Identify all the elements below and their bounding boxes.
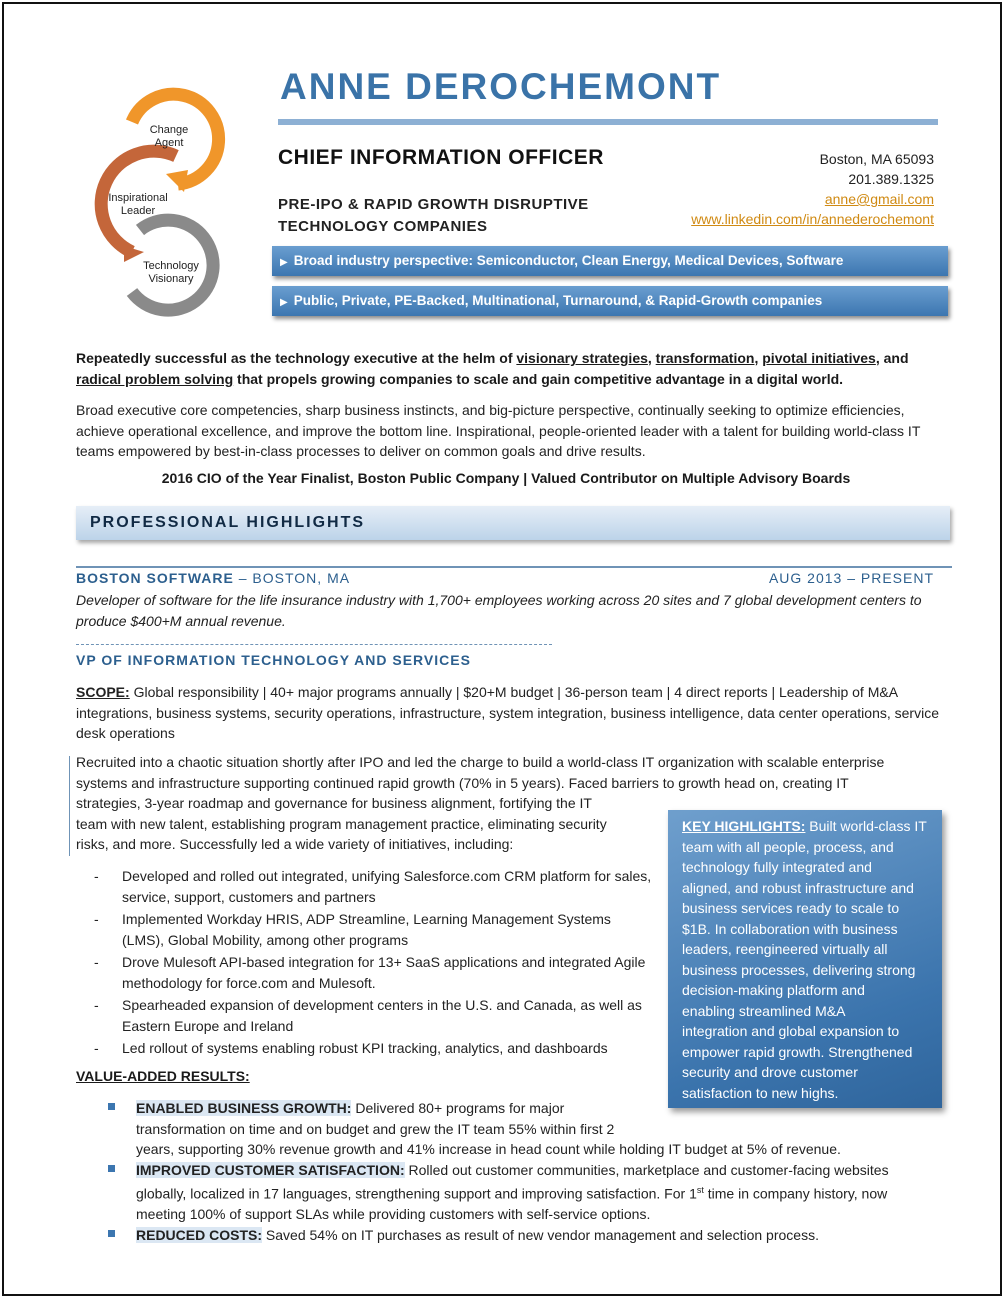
results-list	[104, 1098, 944, 1245]
company-description: Developer of software for the life insurance industry with 1,700+ employees working across 20 sites and 7 global development centers to produce $400+M annual revenue.	[76, 592, 922, 629]
job-title: CHIEF INFORMATION OFFICER	[278, 146, 604, 169]
ring-label-change-agent: Change Agent	[149, 124, 189, 149]
candidate-name: ANNE DEROCHEMONT	[280, 66, 722, 107]
list-item: - Spearheaded expansion of development centers in the U.S. and Canada, as well as Eastern Europe and Ireland	[94, 997, 642, 1034]
company-type-banner: ▶ Public, Private, PE-Backed, Multinational, Turnaround, & Rapid-Growth companies	[272, 286, 948, 316]
position-title: VP OF INFORMATION TECHNOLOGY AND SERVICES	[76, 652, 471, 668]
initiatives-list	[92, 866, 652, 1060]
dashed-divider	[76, 644, 552, 645]
section-header-professional-highlights: PROFESSIONAL HIGHLIGHTS	[76, 506, 950, 540]
result-item: IMPROVED CUSTOMER SATISFACTION: Rolled out customer communities, marketplace and customer-facing websites globally, localized in 17 languages, strengthening support and improving satisfaction. For 1st time in company history, now meeting 100% of support SLAs while providing customers with self-service options.	[104, 1160, 944, 1225]
contact-phone: 201.389.1325	[848, 171, 934, 187]
scope-paragraph: SCOPE: Global responsibility | 40+ major programs annually | $20+M budget | 36-person team | 4 direct reports | Leadership of M&A integrations, business systems, security operations, infrastructure, system integration, business intelligence, data center operations, service desk operations	[76, 684, 939, 741]
name-underline	[278, 119, 938, 125]
contact-email-link[interactable]: anne@gmail.com	[824, 191, 934, 207]
summary-headline: Repeatedly successful as the technology executive at the helm of visionary strategies, transformation, pivotal initiatives, and radical problem solving that propels growing companies to scale and gain competitive advantage in a digital world.	[76, 350, 909, 387]
brand-rings-graphic	[80, 82, 230, 332]
paragraph-accent-line	[69, 756, 70, 856]
square-bullet-icon	[108, 1103, 115, 1110]
list-item: - Drove Mulesoft API-based integration for 13+ SaaS applications and integrated Agile methodology for force.com and Mulesoft.	[94, 954, 646, 991]
list-item: - Implemented Workday HRIS, ADP Streamline, Learning Management Systems (LMS), Global Mobility, among other programs	[94, 911, 611, 948]
section-divider	[76, 566, 952, 568]
ring-label-technology-visionary: Technology Visionary	[143, 260, 199, 285]
ring-label-inspirational-leader: Inspirational Leader	[108, 192, 168, 217]
industry-banner: ▶ Broad industry perspective: Semiconductor, Clean Energy, Medical Devices, Software	[272, 246, 948, 276]
square-bullet-icon	[108, 1165, 115, 1172]
company-name: BOSTON SOFTWARE – BOSTON, MA	[76, 570, 351, 586]
square-bullet-icon	[108, 1230, 115, 1237]
list-item: - Led rollout of systems enabling robust KPI tracking, analytics, and dashboards	[94, 1040, 608, 1056]
role-narrative: Recruited into a chaotic situation shortly after IPO and led the charge to build a world-class IT organization with scalable enterprise systems and infrastructure supporting continued rapid growth (70% in 5 years). Faced barriers to growth head on, creating IT strategies, 3-year roadmap and governance for business alignment, fortifying the IT team with new talent, establishing program management practice, eliminating security risks, and more. Successfully led a wide variety of initiatives, including:	[76, 754, 885, 852]
result-item: REDUCED COSTS: Saved 54% on IT purchases as result of new vendor management and selection process.	[104, 1225, 944, 1246]
triangle-right-icon: ▶	[280, 297, 288, 308]
job-dates: AUG 2013 – PRESENT	[768, 570, 934, 586]
contact-location: Boston, MA 65093	[819, 151, 934, 167]
result-item: ENABLED BUSINESS GROWTH: Delivered 80+ programs for major transformation on time and on budget and grew the IT team 55% within first 2 years, supporting 30% revenue growth and 41% increase in head count while holding IT budget at 5% of revenue.	[104, 1098, 944, 1160]
target-subtitle: PRE-IPO & RAPID GROWTH DISRUPTIVE TECHNOLOGY COMPANIES	[278, 196, 589, 235]
summary-paragraph: Broad executive core competencies, sharp business instincts, and big-picture perspective, continually seeking to optimize efficiencies, achieve operational excellence, and improve the bottom line. Inspirational, people-oriented leader with a talent for building world-class IT teams empowered by best-in-class processes to deliver on common goals and drive results.	[76, 402, 921, 459]
award-line: 2016 CIO of the Year Finalist, Boston Public Company | Valued Contributor on Multiple Advisory Boards	[161, 470, 851, 486]
resume-page	[2, 2, 1002, 1296]
results-heading: VALUE-ADDED RESULTS:	[76, 1068, 250, 1084]
triangle-right-icon: ▶	[280, 257, 288, 268]
key-highlights-callout: KEY HIGHLIGHTS: Built world-class IT team with all people, process, and technology fully integrated and aligned, and robust infrastructure and business services ready to scale to $1B. In collaboration with business leaders, reengineered virtually all business processes, delivering strong decision-making platform and enabling streamlined M&A integration and global expansion to empower rapid growth. Strengthened security and drove customer satisfaction to new highs.	[668, 810, 942, 1108]
contact-linkedin-link[interactable]: www.linkedin.com/in/annederochemont	[691, 211, 934, 227]
contact-block	[691, 149, 934, 229]
list-item: - Developed and rolled out integrated, unifying Salesforce.com CRM platform for sales, service, support, customers and partners	[94, 868, 652, 905]
